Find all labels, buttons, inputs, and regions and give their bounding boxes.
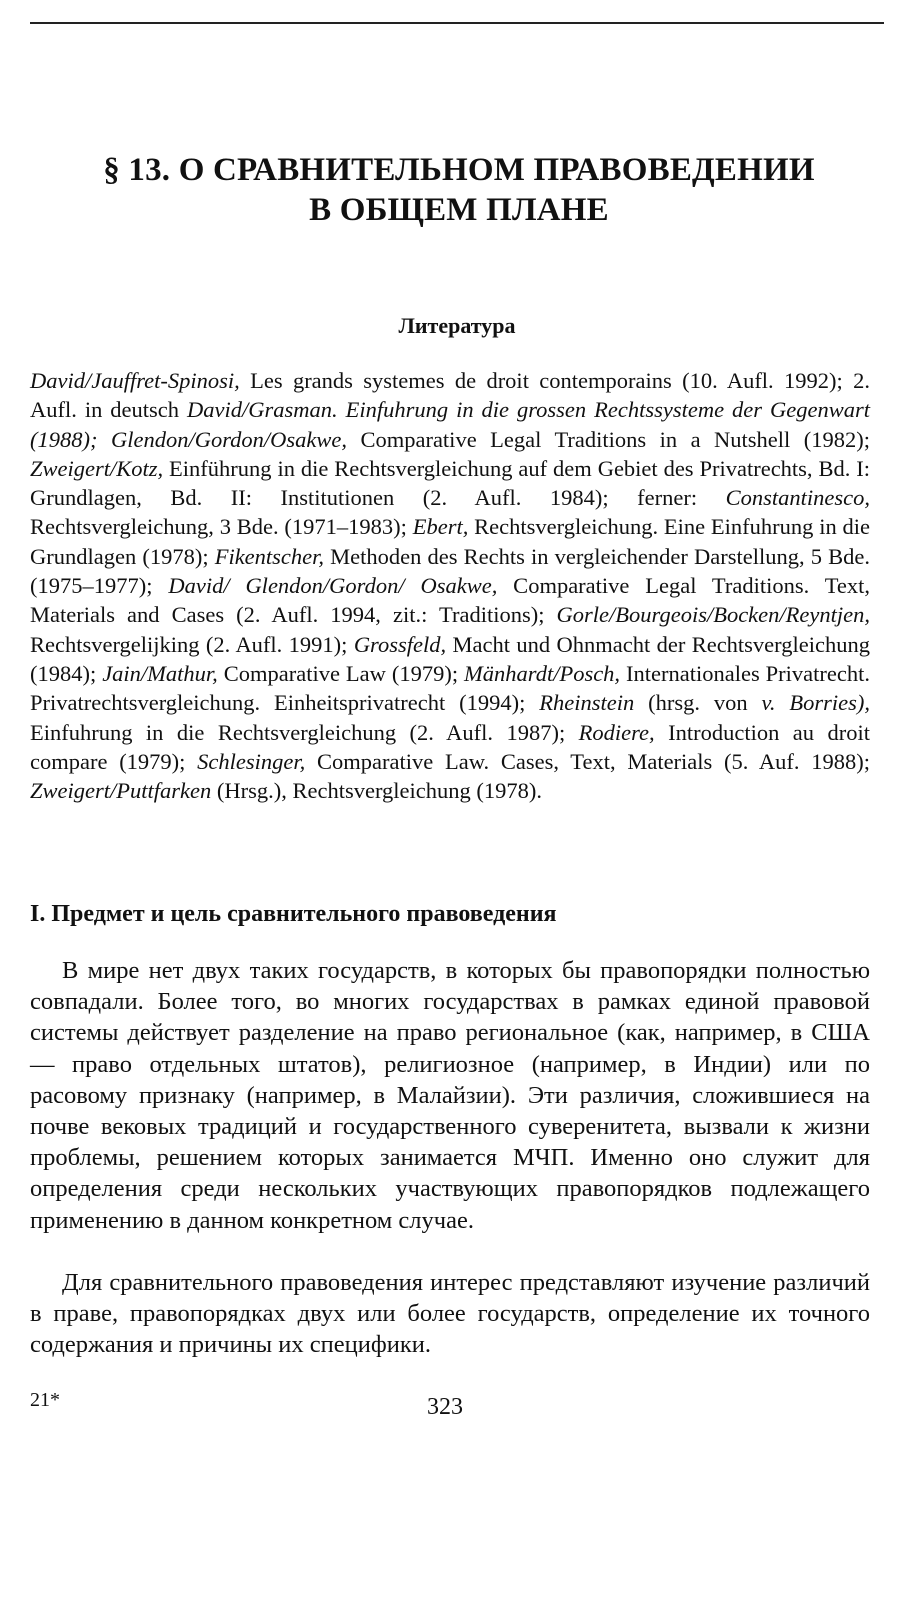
literature-author: Gorle/Bourgeois/Bocken/Reyntjen, [556,602,870,628]
page-number: 323 [427,1394,463,1420]
literature-author: David/Jauffret-Spinosi, [30,368,240,393]
literature-author: v. Borries), [761,690,870,716]
literature-author: David/ Glendon/Gordon/ Osakwe, [168,573,498,599]
literature-author: Grossfeld, [353,631,447,657]
chapter-heading-line-2: В ОБЩЕМ ПЛАНЕ [309,192,609,228]
top-rule [30,22,884,24]
literature-text: Introduction au droit compare (1979); [30,719,870,774]
literature-author: Constantinesco, [725,485,870,511]
literature-author: David/Grasman. Einfuhrung in die grossen Rechtssysteme der Gegenwart (1988); Glendon/Gordon/Osakwe, [30,397,870,452]
section-title: I. Предмет и цель сравнительного правоведения [30,901,557,927]
literature-text: Einfuhrung in die Rechtsvergleichung (2. Aufl. 1987); [30,719,579,745]
literature-text: Rechtsvergleichung, 3 Bde. (1971–1983); [30,514,413,540]
literature-text: Macht und Ohnmacht der Rechtsvergleichung (1984); [30,631,870,686]
paragraph-1: В мире нет двух таких государств, в которых бы правопорядки полностью совпадали. Более того, во многих государствах в рамках единой правовой системы действует разделение на право региональное (как, например, в США — право отдельных штатов), религиозное (например, в Индии) или по расовому признаку (например, в Малайзии). Эти различия, сложившиеся на почве вековых традиций и государственного суверенитета, вызвали к жизни проблемы, решением которых занимается МЧП. Именно оно служит для определения среди нескольких участвующих правопорядков подлежащего применению в данном конкретном случае. [30,957,870,1234]
literature-text: Internationales Privatrecht. Privatrechtsvergleichung. Einheitsprivatrecht (1994); [30,660,870,716]
paragraph-2: Для сравнительного правоведения интерес представляют изучение различий в праве, правопорядках двух или более государств, определение их точного содержания и причины их специфики. [30,1269,870,1359]
literature-text: Comparative Law. Cases, Text, Materials (5. Auf. 1988); [305,748,870,774]
literature-text: (Hrsg.), Rechtsvergleichung (1978). [211,778,542,804]
literature-text: Rechtsvergelijking (2. Aufl. 1991); [30,631,354,657]
chapter-heading-line-1: § 13. О СРАВНИТЕЛЬНОМ ПРАВОВЕДЕНИИ [103,152,815,188]
literature-text: Einführung in die Rechtsvergleichung auf dem Gebiet des Privatrechts, Bd. I: Grundlagen, Bd. II: Institutionen (2. Aufl. 1984); ferner: [30,455,870,511]
literature-list [30,366,870,805]
literature-author: Fikentscher, [214,543,325,569]
literature-text: Methoden des Rechts in vergleichender Darstellung, 5 Bde. (1975–1977); [30,543,870,599]
literature-author: Jain/Mathur, [102,660,218,686]
literature-author: Ebert, [412,514,469,540]
signature-mark: 21* [30,1389,60,1411]
chapter-heading [60,150,858,230]
literature-author: Schlesinger, [197,748,306,774]
literature-author: Rheinstein [539,690,635,716]
literature-author: Zweigert/Kotz, [30,455,164,481]
literature-text: (hrsg. von [634,690,762,716]
literature-text: Comparative Law (1979); [217,660,465,686]
literature-author: Rodiere, [578,719,655,745]
literature-author: Mänhardt/Posch, [464,660,621,686]
literature-title: Литература [398,313,516,338]
literature-text: Comparative Legal Traditions. Text, Materials and Cases (2. Aufl. 1994, zit.: Traditions); [30,573,870,628]
literature-text: Les grands systemes de droit contemporains (10. Aufl. 1992); 2. Aufl. in deutsch [30,368,870,423]
literature-text: Comparative Legal Traditions in a Nutshell (1982); [346,426,871,452]
literature-author: Zweigert/Puttfarken [30,778,212,804]
literature-text: Rechtsvergleichung. Eine Einfuhrung in die Grundlagen (1978); [30,514,870,569]
